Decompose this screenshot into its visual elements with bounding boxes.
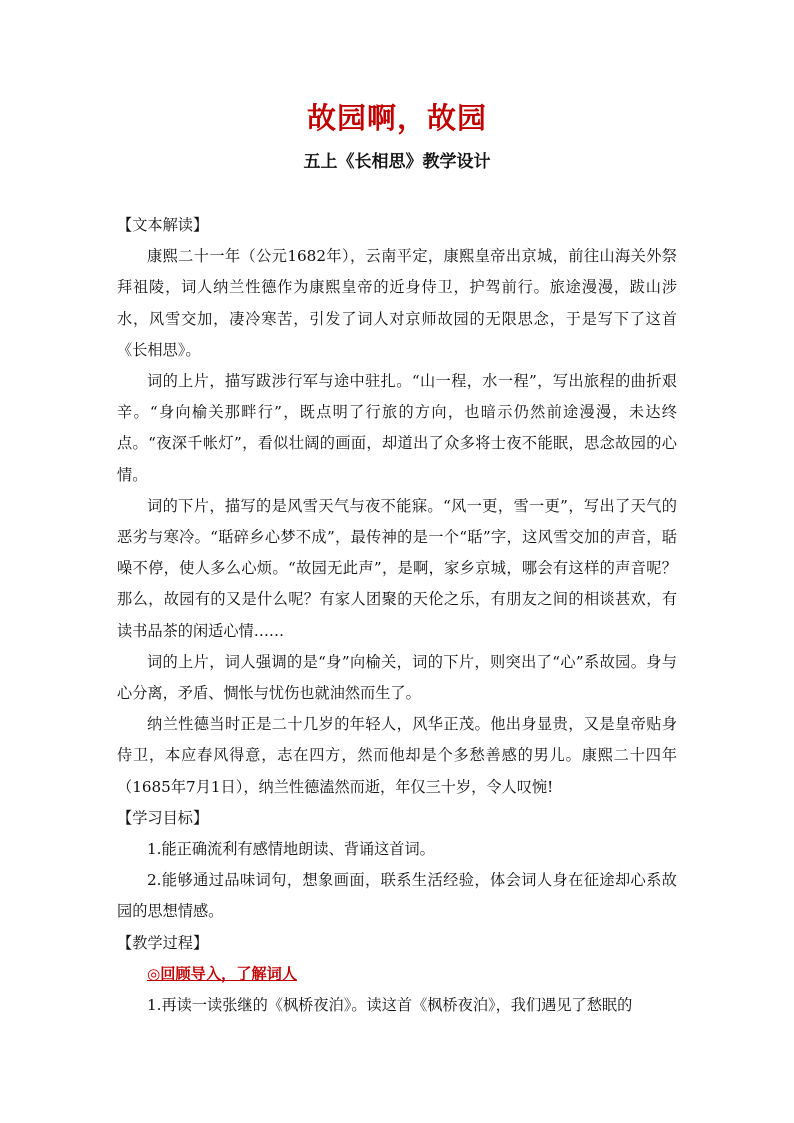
section-heading-teaching-process: 【教学过程】 [117,933,209,952]
document-body [117,210,677,1021]
paragraph: 词的上片，词人强调的是“身”向榆关，词的下片，则突出了“心”系故园。身与心分离，矛盾、惆怅与忧伤也就油然而生了。 [117,652,677,703]
paragraph: 词的下片，描写的是风雪天气与夜不能寐。“风一更，雪一更”，写出了天气的恶劣与寒冷。“聒碎乡心梦不成”，最传神的是一个“聒”字，这风雪交加的声音，聒噪不停，使人多么心烦。“故园无此声”，是啊，家乡京城，哪会有这样的声音呢？那么，故园有的又是什么呢？有家人团聚的天伦之乐，有朋友之间的相谈甚欢，有读书品茶的闲适心情…… [117,496,677,640]
paragraph: 康熙二十一年（公元1682年），云南平定，康熙皇帝出京城，前往山海关外祭拜祖陵，词人纳兰性德作为康熙皇帝的近身侍卫，护驾前行。旅途漫漫，跋山涉水，风雪交加，凄冷寒苦，引发了词人对京师故园的无限思念，于是写下了这首《长相思》。 [117,247,677,359]
section-heading-text-analysis: 【文本解读】 [117,216,209,234]
document-title: 故园啊，故园 [306,101,487,135]
step-heading [117,959,677,990]
goal-item: 2.能够通过品味词句，想象画面，联系生活经验，体会词人身在征途却心系故园的思想情感。 [117,871,677,921]
paragraph: 1.再读一读张继的《枫桥夜泊》。读这首《枫桥夜泊》，我们遇见了愁眠的 [147,996,633,1015]
step-heading-text: ◎回顾导入，了解词人 [147,964,297,983]
goal-item: 1.能正确流利有感情地朗读、背诵这首词。 [147,840,435,859]
document-subtitle: 五上《长相思》教学设计 [303,152,491,172]
section-heading-learning-goals: 【学习目标】 [117,808,209,827]
paragraph: 纳兰性德当时正是二十几岁的年轻人，风华正茂。他出身显贵，又是皇帝贴身侍卫，本应春风得意，志在四方，然而他却是个多愁善感的男儿。康熙二十四年（1685年7月1日），纳兰性德溘然而逝，年仅三十岁，令人叹惋! [117,715,677,796]
paragraph: 词的上片，描写跋涉行军与途中驻扎。“山一程，水一程”，写出旅程的曲折艰辛。“身向榆关那畔行”，既点明了行旅的方向，也暗示仍然前途漫漫，未达终点。“夜深千帐灯”，看似壮阔的画面，却道出了众多将士夜不能眠，思念故园的心情。 [117,372,677,484]
